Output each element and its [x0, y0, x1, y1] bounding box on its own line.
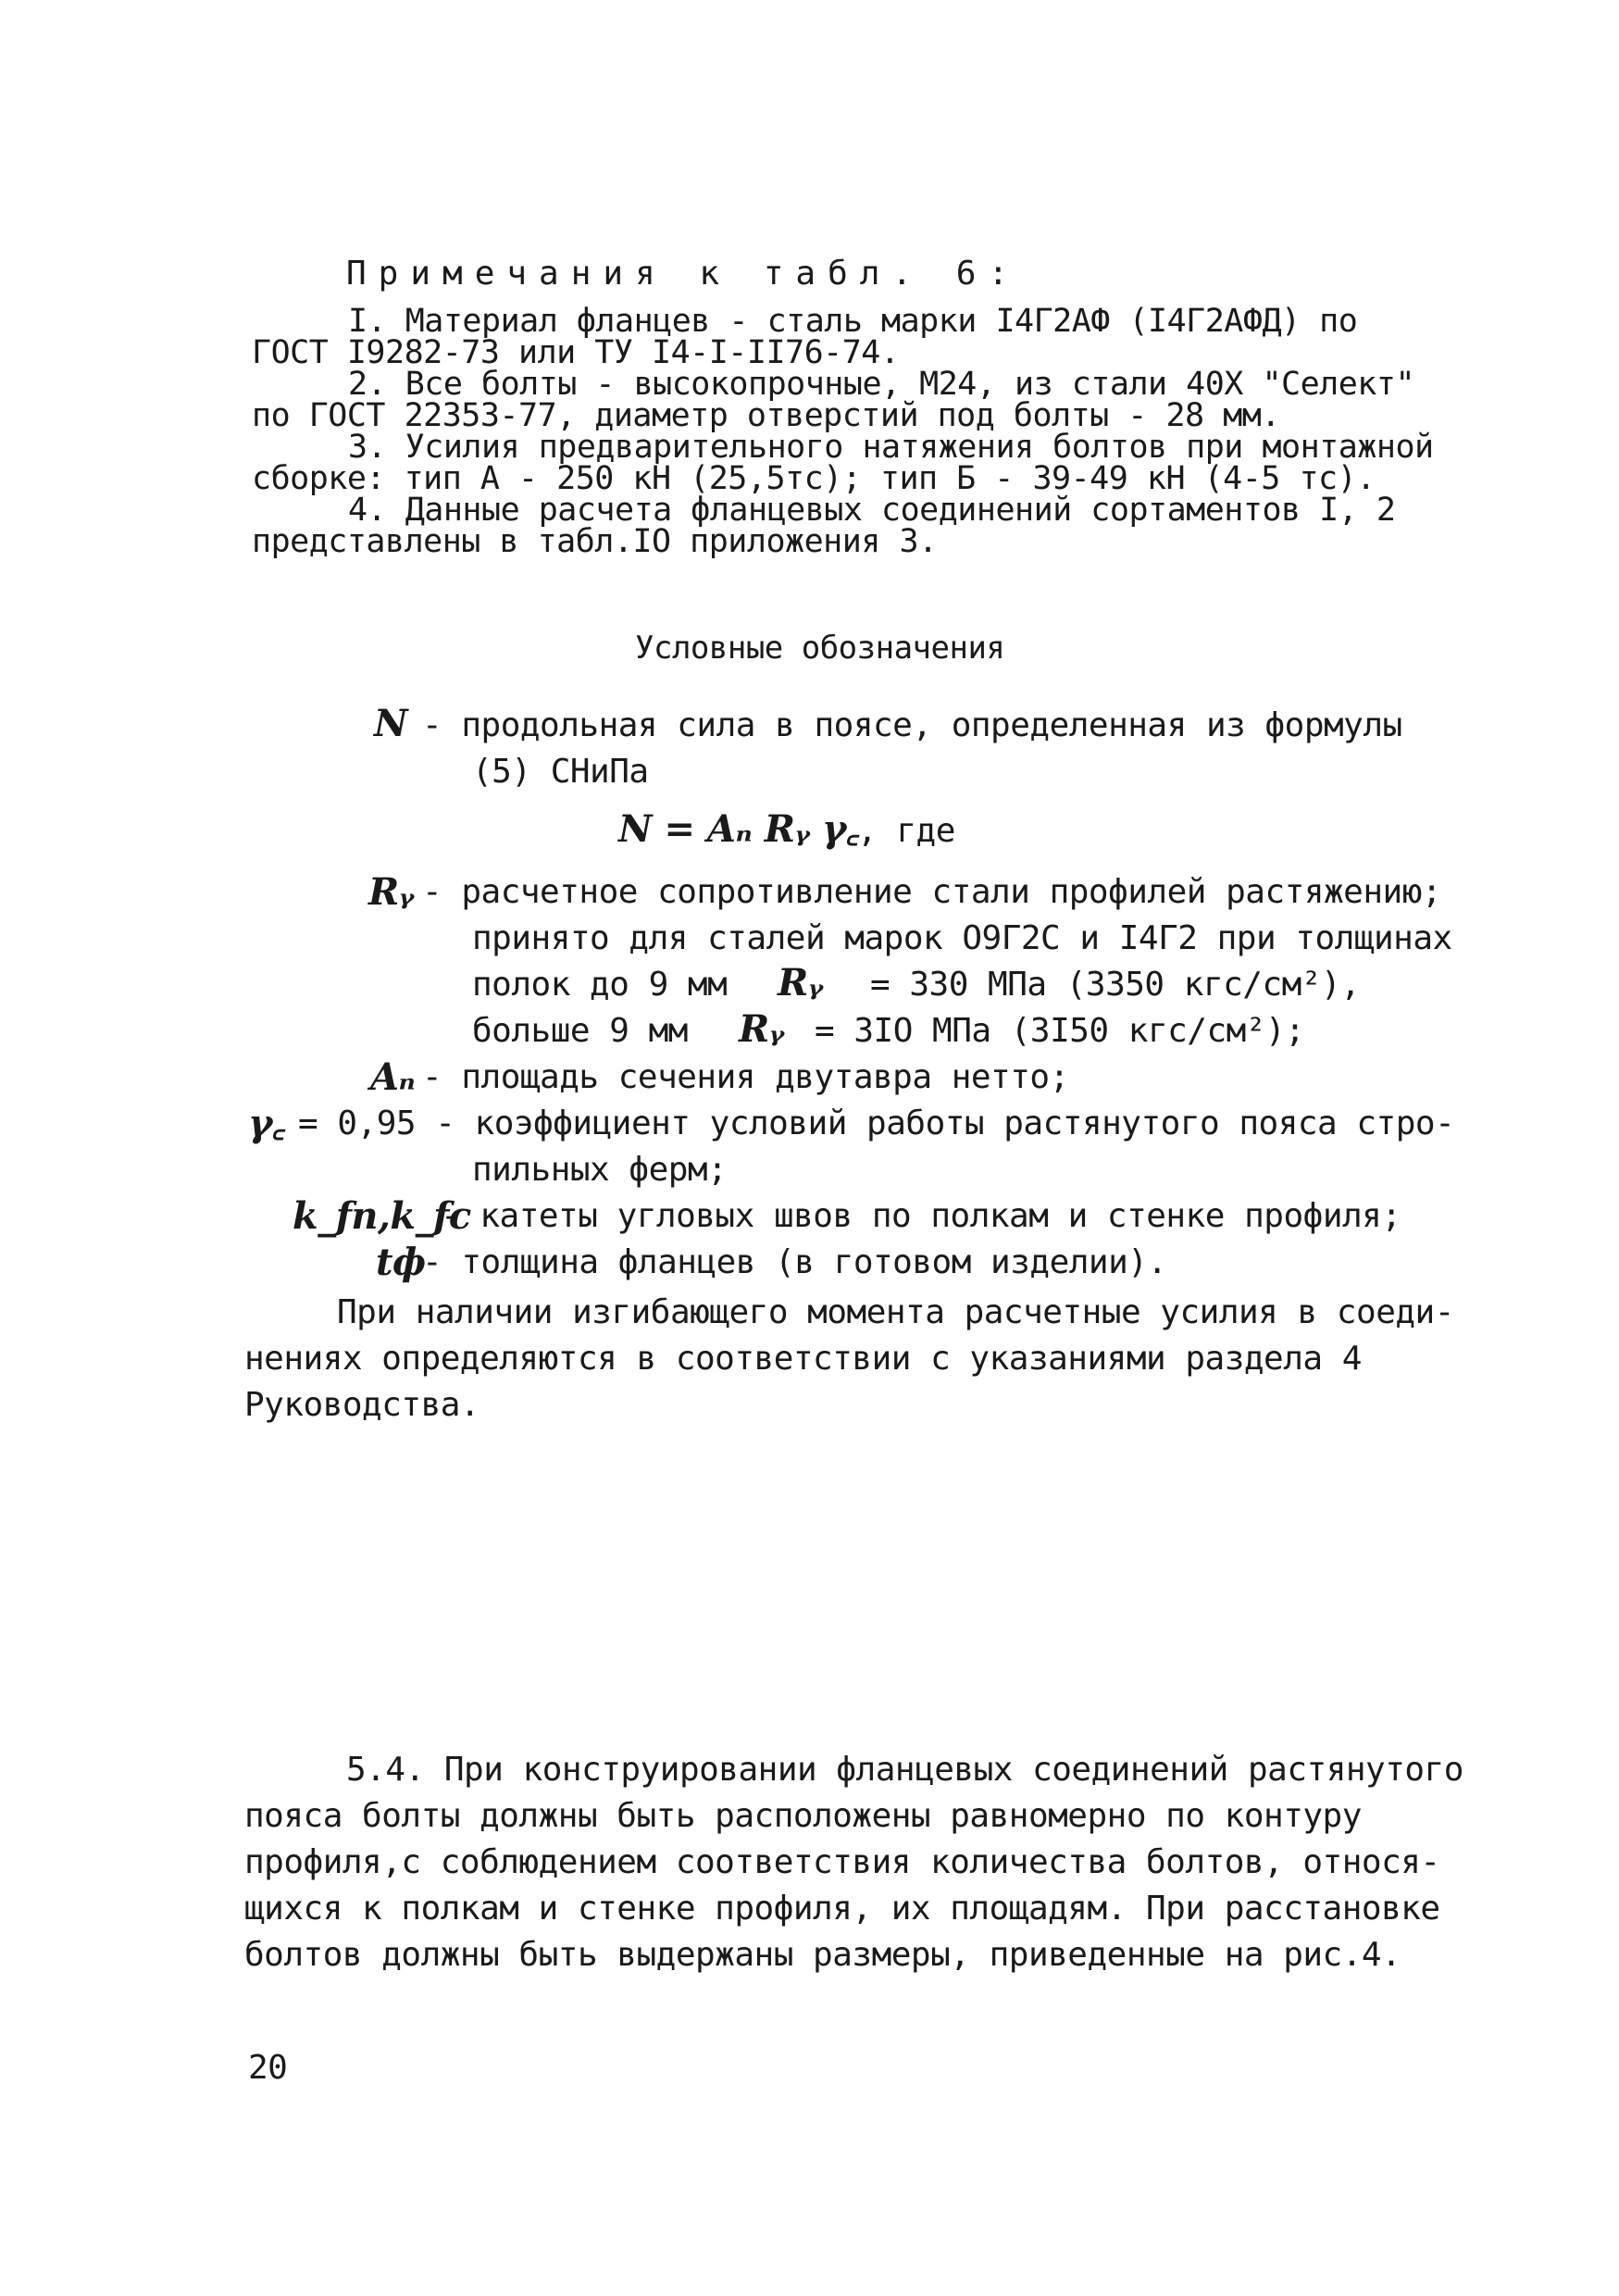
ry-symbol: Rᵧ: [368, 870, 414, 914]
n-definition: - продольная сила в поясе, определенная из формулы: [422, 706, 1402, 744]
notes-title: Примечания к табл. 6:: [346, 255, 1021, 293]
section-5-4-line: профиля,с соблюдением соответствия количества болтов, относя-: [244, 1843, 1440, 1881]
an-symbol: Aₙ: [370, 1055, 416, 1099]
notes-line: 3. Усилия предварительного натяжения болтов при монтажной: [348, 429, 1434, 466]
notes-line: 4. Данные расчета фланцевых соединений сортаментов I, 2: [348, 492, 1396, 529]
notes-line: 2. Все болты - высокопрочные, М24, из стали 40Х "Селект": [348, 366, 1415, 403]
notes-line: сборке: тип А - 250 кН (25,5тс); тип Б - 39-49 кН (4-5 тс).: [252, 460, 1376, 497]
ry-inline-symbol: Rᵧ: [778, 961, 823, 1004]
notes-line: представлены в табл.IO приложения 3.: [252, 523, 938, 560]
ry-definition-cont: полок до 9 мм: [472, 966, 728, 1004]
gamma-definition: = 0,95 - коэффициент условий работы растянутого пояса стро-: [298, 1104, 1455, 1142]
k-definition: - катеты угловых швов по полкам и стенке профиля;: [441, 1197, 1401, 1235]
moment-line: При наличии изгибающего момента расчетные усилия в соеди-: [337, 1293, 1454, 1331]
page-number: 20: [248, 2049, 288, 2087]
ry-definition-cont: принято для сталей марок О9Г2С и I4Г2 при толщинах: [472, 919, 1452, 957]
gamma-symbol: γ꜀: [248, 1102, 285, 1145]
k-symbol: k_fп,k_fс: [293, 1194, 471, 1238]
formula: N = Aₙ Rᵧ γ꜀: [618, 807, 859, 851]
notes-line: по ГОСТ 22353-77, диаметр отверстий под болты - 28 мм.: [252, 397, 1280, 434]
n-definition-cont: (5) СНиПа: [472, 753, 649, 791]
t-symbol: tф: [376, 1241, 426, 1284]
notes-line: I. Материал фланцев - сталь марки I4Г2АФ (I4Г2АФД) по: [348, 303, 1358, 340]
moment-line: нениях определяются в соответствии с указаниями раздела 4: [244, 1340, 1362, 1378]
notes-line: ГОСТ I9282-73 или ТУ I4-I-II76-74.: [252, 334, 900, 371]
t-definition: - толщина фланцев (в готовом изделии).: [422, 1243, 1167, 1281]
ry-definition: - расчетное сопротивление стали профилей растяжению;: [422, 873, 1442, 911]
section-5-4-line: щихся к полкам и стенке профиля, их площадям. При расстановке: [244, 1890, 1440, 1928]
section-5-4-line: 5.4. При конструировании фланцевых соединений растянутого: [346, 1751, 1463, 1789]
ry-value: = 330 МПа (3350 кгс/см²),: [870, 966, 1361, 1004]
ry-value: = 3IO МПа (3I50 кгс/см²);: [815, 1012, 1305, 1050]
ry-inline-symbol: Rᵧ: [739, 1007, 784, 1051]
n-symbol: N: [374, 702, 408, 745]
moment-line: Руководства.: [244, 1386, 480, 1424]
section-5-4-line: болтов должны быть выдержаны размеры, приведенные на рис.4.: [244, 1936, 1401, 1974]
legend-heading: Условные обозначения: [635, 630, 1005, 667]
an-definition: - площадь сечения двутавра нетто;: [422, 1058, 1069, 1096]
gamma-definition-cont: пильных ферм;: [472, 1151, 728, 1189]
section-5-4-line: пояса болты должны быть расположены равномерно по контуру: [244, 1797, 1362, 1835]
ry-definition-cont: больше 9 мм: [472, 1012, 688, 1050]
formula-suffix: , где: [857, 812, 955, 850]
